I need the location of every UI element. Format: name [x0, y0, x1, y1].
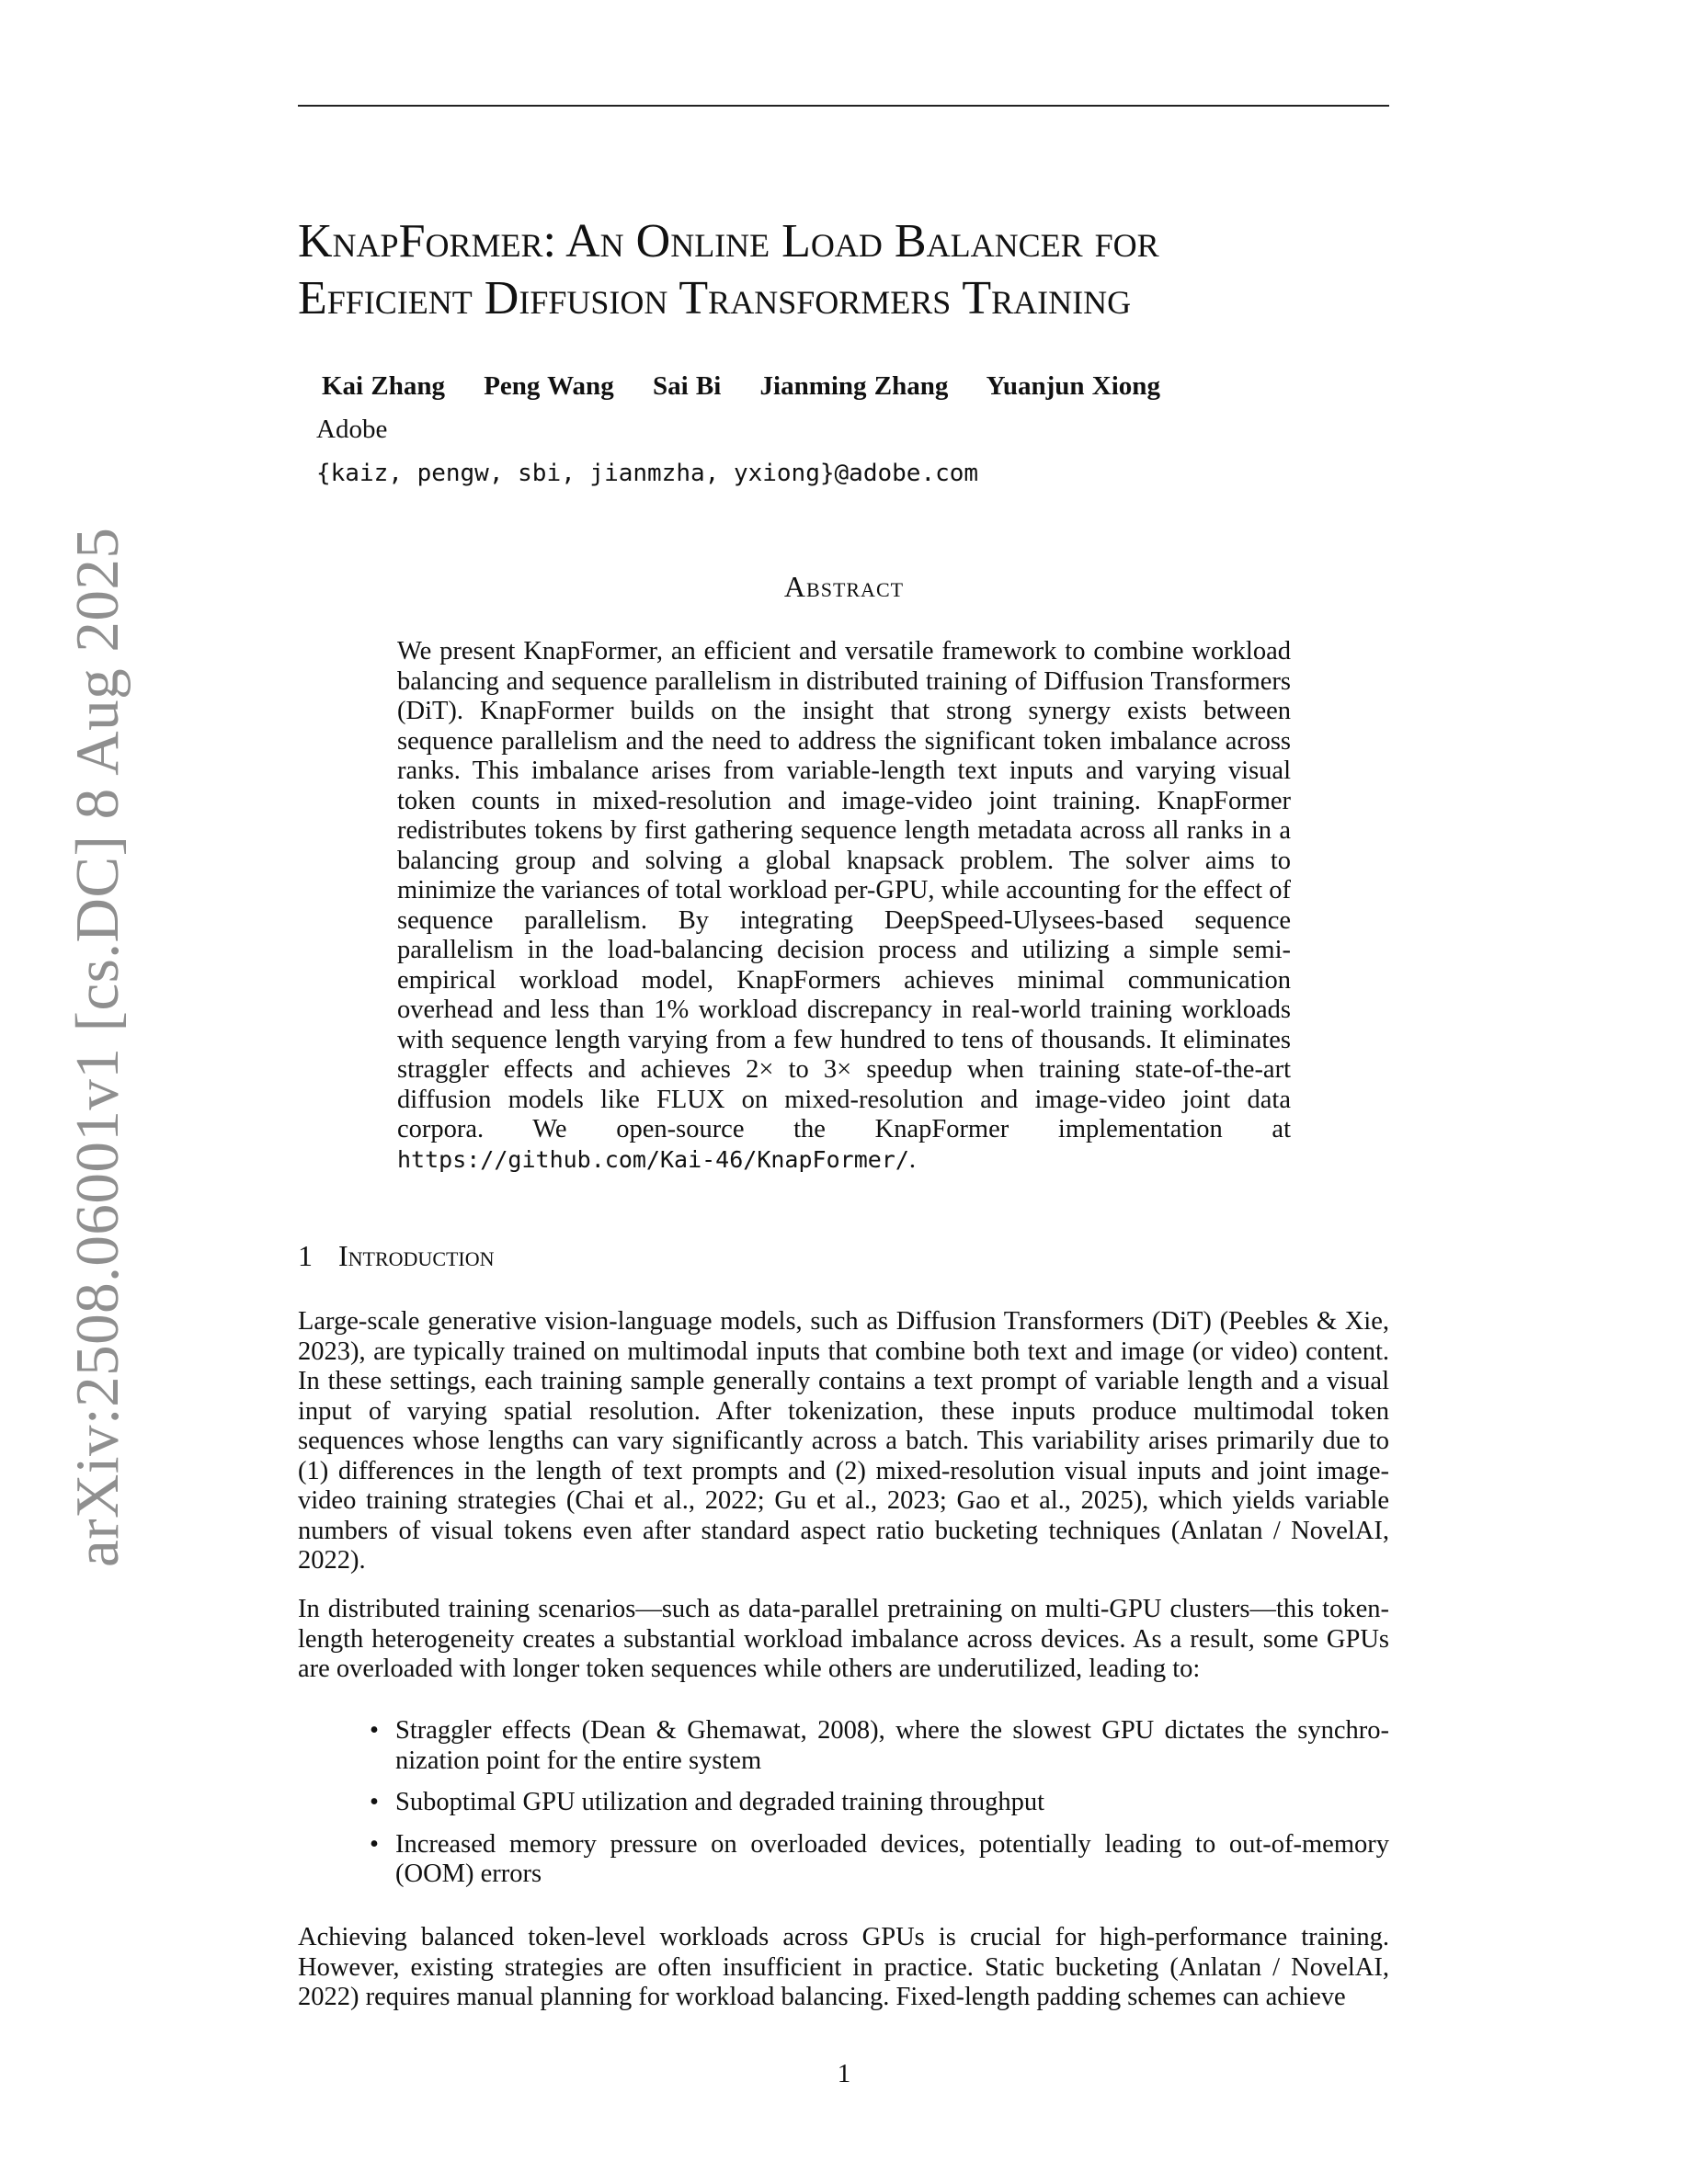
author-name: Yuanjun Xiong — [986, 371, 1160, 401]
list-item — [366, 1830, 1389, 1890]
intro-paragraph-3: Achieving balanced token-level workloads across GPUs is crucial for high-performance training. However, existing strategies are often insufficient in practice. Static bucketing (Anlatan / NovelAI, 2022) requires manual planning for workload balancing. Fixed-length padding schemes can achieve — [298, 1923, 1389, 2011]
author-name: Kai Zhang — [322, 371, 445, 401]
title-line-1: KnapFormer: An Online Load Balancer for — [298, 215, 1159, 267]
affiliation: Adobe — [316, 415, 388, 444]
section-title: Introduction — [338, 1239, 495, 1272]
repository-link[interactable]: https://github.com/Kai-46/KnapFormer/ — [397, 1145, 909, 1173]
title-line-2: Efficient Diffusion Transformers Training — [298, 272, 1132, 324]
bullet-icon: • — [370, 1788, 379, 1816]
abstract-heading: Abstract — [783, 570, 905, 603]
section-heading-introduction — [298, 1239, 495, 1273]
author-emails: {kaiz, pengw, sbi, jianmzha, yxiong}@adobe.com — [316, 460, 979, 487]
list-item-text: Suboptimal GPU utilization and degraded training throughput — [395, 1788, 1045, 1816]
list-item-text: Straggler effects (Dean & Ghemawat, 2008), where the slowest GPU dictates the synchronization point for the entire system — [395, 1716, 1389, 1775]
arxiv-identifier-stamp: arXiv:2508.06001v1 [cs.DC] 8 Aug 2025 — [63, 527, 131, 1567]
paper-title — [298, 213, 1392, 327]
list-item — [366, 1788, 1389, 1818]
author-list — [322, 371, 1192, 402]
abstract-text — [397, 637, 1291, 1175]
list-item-text: Increased memory pressure on overloaded devices, potentially leading to out-of-memory (OOM) errors — [395, 1829, 1389, 1888]
list-item — [366, 1716, 1389, 1776]
intro-paragraph-2: In distributed training scenarios—such as data-parallel pretraining on multi-GPU clusters—this token-length heterogeneity creates a substantial workload imbalance across devices. As a result, some GPUs are overloaded with longer token sequences while others are underutilized, leading to: — [298, 1595, 1389, 1683]
abstract-paragraph: We present KnapFormer, an efficient and versatile framework to combine workload balancing and sequence parallelism in distributed training of Diffusion Transformers (DiT). KnapFormer builds on the insight that strong synergy exists between sequence parallelism and the need to address the significant token imbalance across ranks. This imbalance arises from variable-length text inputs and varying visual token counts in mixed-resolution and image-video joint training. KnapFormer redistributes tokens by first gathering sequence length metadata across all ranks in a balancing group and solving a global knapsack problem. The solver aims to minimize the variances of total workload per-GPU, while accounting for the effect of sequence parallelism. By integrating DeepSpeed-Ulysees-based sequence parallelism in the load-balancing decision process and utilizing a simple semi-empirical workload model, KnapFormers achieves minimal communication overhead and less than 1% workload discrepancy in real-world training workloads with sequence length varying from a few hundred to tens of thousands. It eliminates straggler effects and achieves 2× to 3× speedup when training state-of-the-art diffusion models like FLUX on mixed-resolution and image-video joint data corpora. We open-source the KnapFormer implementation at — [397, 637, 1291, 1143]
bullet-icon: • — [370, 1716, 379, 1745]
author-name: Peng Wang — [484, 371, 614, 401]
abstract-trailing-period: . — [908, 1144, 917, 1174]
intro-paragraph-1: Large-scale generative vision-language models, such as Diffusion Transformers (DiT) (Peebles & Xie, 2023), are typically trained on multimodal inputs that combine both text and image (or video) content. In these settings, each training sample generally contains a text prompt of variable length and a visual input of varying spatial resolution. After tokenization, these inputs produce multimodal token sequences whose lengths can vary significantly across a batch. This variability arises primarily due to (1) differences in the length of text prompts and (2) mixed-resolution visual inputs and joint image-video training strategies (Chai et al., 2022; Gu et al., 2023; Gao et al., 2025), which yields variable numbers of visual tokens even after standard aspect ratio bucketing techniques (Anlatan / NovelAI, 2022). — [298, 1307, 1389, 1575]
author-name: Jianming Zhang — [759, 371, 949, 401]
header-rule — [298, 105, 1389, 107]
imbalance-effects-list — [366, 1716, 1389, 1902]
section-number: 1 — [298, 1239, 313, 1272]
bullet-icon: • — [370, 1829, 379, 1859]
page-number: 1 — [837, 2059, 851, 2088]
author-name: Sai Bi — [652, 371, 722, 401]
